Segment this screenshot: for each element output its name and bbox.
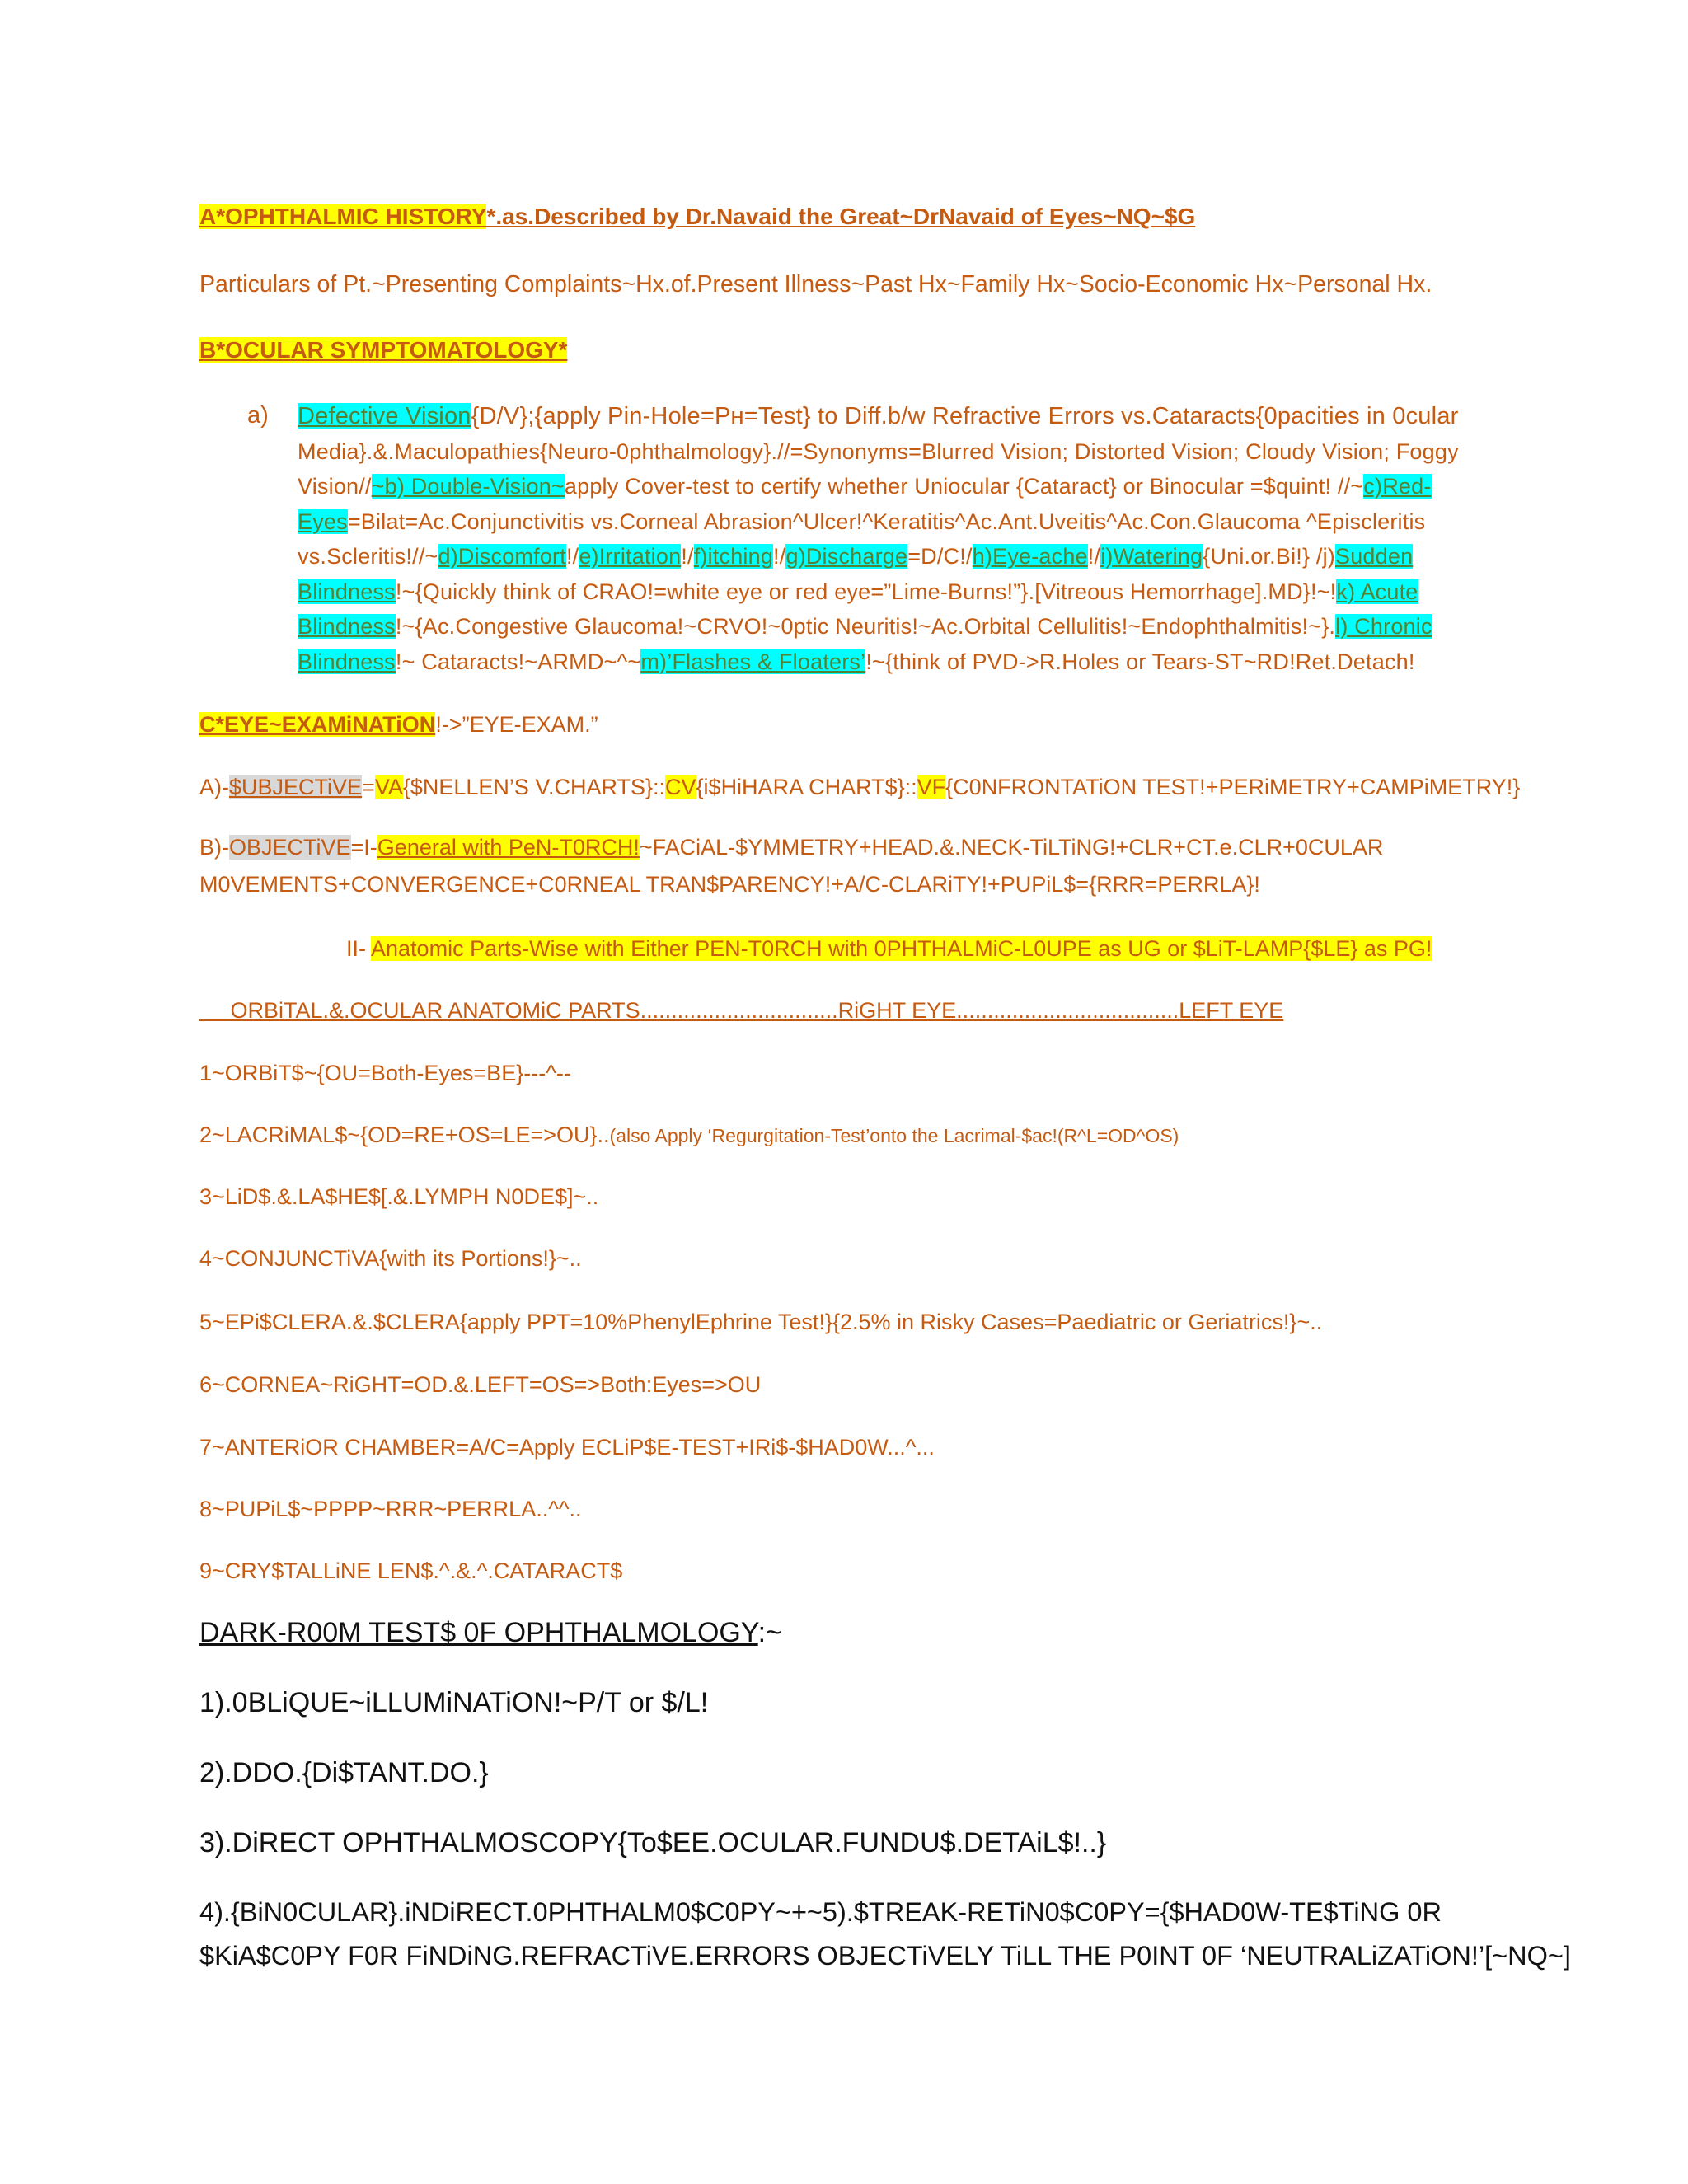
dark-room-test-4-line-2: $KiA$C0PY F0R FiNDiNG.REFRACTiVE.ERRORS OBJECTiVELY TiLL THE P0INT 0F ‘NEUTRALiZATiON!’[~NQ~] bbox=[199, 1941, 1571, 1971]
dark-room-test-1: 1).0BLiQUE~iLLUMiNATiON!~P/T or $/L! bbox=[199, 1687, 709, 1718]
list-marker-a: a) bbox=[247, 402, 269, 429]
part-lids: 3~LiD$.&.LA$HE$[.&.LYMPH N0DE$]~.. bbox=[199, 1184, 599, 1209]
part-lens: 9~CRY$TALLiNE LEN$.^.&.^.CATARACT$ bbox=[199, 1558, 623, 1583]
dark-room-test-2: 2).DDO.{Di$TANT.DO.} bbox=[199, 1757, 489, 1788]
anatomic-line: II- Anatomic Parts-Wise with Either PEN-T0RCH with 0PHTHALMiC-L0UPE as UG or $LiT-LAMP{$LE} as PG! bbox=[346, 936, 1432, 961]
part-cornea: 6~CORNEA~RiGHT=OD.&.LEFT=OS=>Both:Eyes=>OU bbox=[199, 1372, 762, 1397]
symptoms-paragraph: Defective Vision{D/V};{apply Pin-Hole=Pʜ=Test} to Diff.b/w Refractive Errors vs.Cataracts{0pacities in 0cular Media}.&.Maculopathies{Neuro-0phthalmology}.//=Synonyms=Blurred Vision; Distorted Vision; Cloudy Vision; Foggy Vision//~b) Double-Vision~apply Cover-test to certify whether Uniocular {Cataract} or Binocular =$quint! //~c)Red- Eyes=Bilat=Ac.Conjunctivitis vs.Corneal Abrasion^Ulcer!^Keratitis^Ac.Ant.Uveitis^Ac.Con.Glaucoma ^Episcleritis vs.Scleritis!//~d)Discomfort!/e)Irritation!/f)itching!/g)Discharge=D/C!/h)Eye-ache!/i)Watering{Uni.or.Bi!} /j)Sudden Blindness!~{Quickly think of CRAO!=white eye or red eye=”Lime-Burns!”}.[Vitreous Hemorrhage].MD}!~!k) Acute Blindness!~{Ac.Congestive Glaucoma!~CRVO!~0ptic Neuritis!~Ac.Orbital Cellulitis!~Endophthalmitis!~}.l) Chronic Blindness!~ Cataracts!~ARMD~^~m)’Flashes & Floaters’!~{think of PVD->R.Holes or Tears-ST~RD!Ret.Detach! bbox=[298, 403, 1459, 674]
part-episclera: 5~EPi$CLERA.&.$CLERA{apply PPT=10%PhenylEphrine Test!}{2.5% in Risky Cases=Paediatric or Geriatrics!}~.. bbox=[199, 1310, 1323, 1334]
heading-ophthalmic-history bbox=[199, 203, 1195, 231]
part-lacrimals: 2~LACRiMAL$~{OD=RE+OS=LE=>OU}..(also Apply ‘Regurgitation-Test’onto the Lacrimal-$ac!(R^L=OD^OS) bbox=[199, 1122, 1179, 1147]
dark-room-test-4-line-1: 4).{BiN0CULAR}.iNDiRECT.0PHTHALM0$C0PY~+~5).$TREAK-RETiN0$C0PY={$HAD0W-TE$TiNG 0R bbox=[199, 1897, 1442, 1927]
heading-eye-examination: C*EYE~EXAMiNATiON!->”EYE-EXAM.” bbox=[199, 712, 598, 737]
subjective-line: A)-$UBJECTiVE=VA{$NELLEN’S V.CHARTS}::CV{i$HiHARA CHART$}::VF{C0NFRONTATiON TEST!+PERiMETRY+CAMPiMETRY!} bbox=[199, 775, 1521, 799]
heading-a-rest: *.as.Described by Dr.Navaid the Great~DrNavaid of Eyes~NQ~$G bbox=[486, 204, 1196, 229]
dark-room-heading: DARK-R00M TEST$ 0F OPHTHALMOLOGY:~ bbox=[199, 1617, 782, 1648]
part-orbits: 1~ORBiT$~{OU=Both-Eyes=BE}---^-- bbox=[199, 1061, 571, 1085]
objective-line-2: M0VEMENTS+CONVERGENCE+C0RNEAL TRAN$PARENCY!+A/C-CLARiTY!+PUPiL$={RRR=PERRLA}! bbox=[199, 872, 1260, 897]
particulars-line: Particulars of Pt.~Presenting Complaints~Hx.of.Present Illness~Past Hx~Family Hx~Socio-Economic Hx~Personal Hx. bbox=[199, 271, 1432, 298]
anatomic-parts-header: ORBiTAL.&.OCULAR ANATOMiC PARTS................................RiGHT EYE....................................LEFT EYE bbox=[199, 998, 1284, 1023]
dark-room-test-3: 3).DiRECT OPHTHALMOSCOPY{To$EE.OCULAR.FUNDU$.DETAiL$!..} bbox=[199, 1827, 1107, 1858]
heading-a-label: A*OPHTHALMIC HISTORY bbox=[199, 204, 487, 229]
objective-line-1: B)-OBJECTiVE=I-General with PeN-T0RCH!~FACiAL-$YMMETRY+HEAD.&.NECK-TiLTiNG!+CLR+CT.e.CLR+0CULAR bbox=[199, 835, 1384, 860]
part-anterior-chamber: 7~ANTERiOR CHAMBER=A/C=Apply ECLiP$E-TEST+IRi$-$HAD0W...^... bbox=[199, 1435, 935, 1460]
part-conjunctiva: 4~CONJUNCTiVA{with its Portions!}~.. bbox=[199, 1246, 582, 1271]
heading-ocular-symptomatology: B*OCULAR SYMPTOMATOLOGY* bbox=[199, 337, 568, 363]
part-pupils: 8~PUPiL$~PPPP~RRR~PERRLA..^^.. bbox=[199, 1497, 582, 1521]
